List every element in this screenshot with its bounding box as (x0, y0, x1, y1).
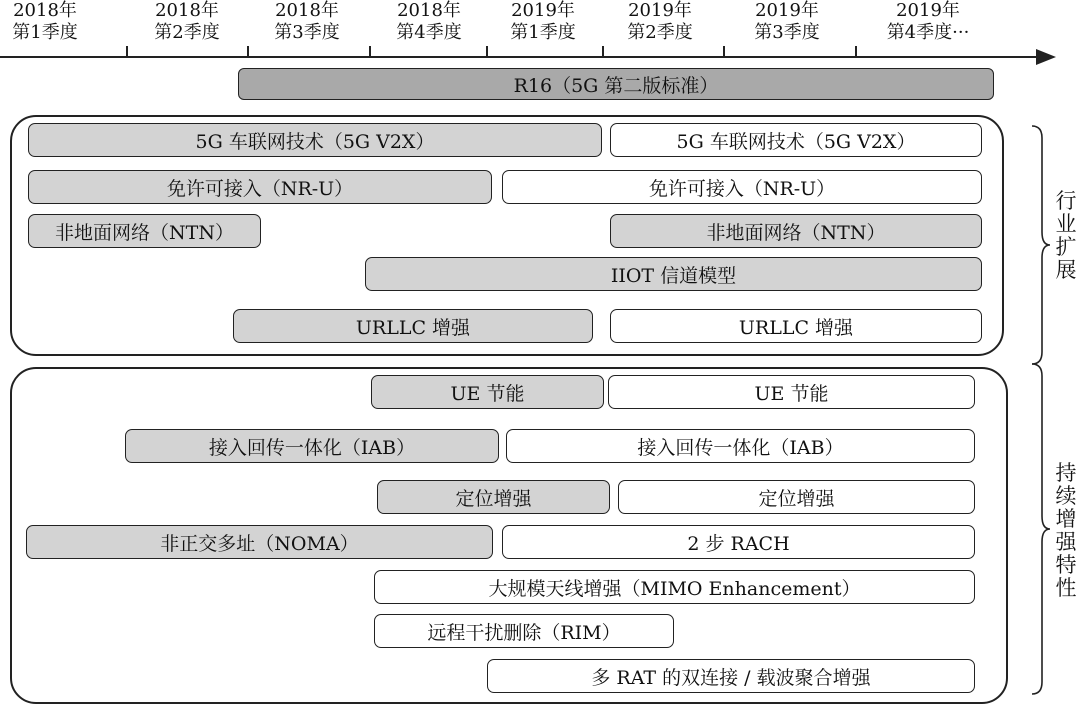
quarter-label: 2019年 第1季度 (510, 0, 576, 43)
urllc-phase2-bar: URLLC 增强 (610, 309, 982, 343)
rim-bar: 远程干扰删除（RIM） (374, 614, 674, 648)
quarter-label: 2019年 第2季度 (627, 0, 693, 43)
iab-phase1-bar: 接入回传一体化（IAB） (125, 429, 499, 463)
two-step-rach-bar: 2 步 RACH (502, 525, 975, 559)
axis-tick (855, 46, 857, 57)
quarter-label: 2018年 第2季度 (154, 0, 220, 43)
axis-tick (723, 46, 725, 57)
ntn-phase1-bar: 非地面网络（NTN） (28, 214, 261, 248)
industry-expansion-label: 行 业 扩 展 (1055, 189, 1077, 282)
iab-phase2-bar: 接入回传一体化（IAB） (506, 429, 975, 463)
continuous-enhancement-label: 持 续 增 强 特 性 (1055, 461, 1077, 600)
quarter-label: 2019年 第4季度··· (886, 0, 970, 43)
ntn-phase2-bar: 非地面网络（NTN） (610, 214, 982, 248)
positioning-phase2-bar: 定位增强 (618, 480, 975, 514)
iiot-bar: IIOT 信道模型 (365, 257, 982, 291)
axis-tick (486, 46, 488, 57)
arrow-right-icon (1036, 49, 1056, 65)
positioning-phase1-bar: 定位增强 (377, 480, 610, 514)
axis-tick (369, 46, 371, 57)
mimo-bar: 大规模天线增强（MIMO Enhancement） (374, 570, 975, 604)
enhancement-brace-icon (1028, 362, 1052, 696)
r16-bar: R16（5G 第二版标准） (238, 68, 994, 100)
axis-tick (247, 46, 249, 57)
ue-power-phase2-bar: UE 节能 (608, 375, 975, 409)
axis-tick (126, 46, 128, 57)
quarter-label: 2018年 第4季度 (396, 0, 462, 43)
nru-phase1-bar: 免许可接入（NR-U） (28, 170, 492, 204)
industry-brace-icon (1028, 124, 1052, 366)
axis-tick (602, 46, 604, 57)
nru-phase2-bar: 免许可接入（NR-U） (502, 170, 982, 204)
urllc-phase1-bar: URLLC 增强 (233, 309, 593, 343)
quarter-label: 2018年 第1季度 (12, 0, 78, 43)
noma-bar: 非正交多址（NOMA） (26, 525, 493, 559)
v2x-phase1-bar: 5G 车联网技术（5G V2X） (28, 123, 602, 157)
mr-dc-ca-bar: 多 RAT 的双连接 / 载波聚合增强 (487, 659, 975, 693)
ue-power-phase1-bar: UE 节能 (371, 375, 604, 409)
v2x-phase2-bar: 5G 车联网技术（5G V2X） (610, 123, 982, 157)
quarter-label: 2018年 第3季度 (274, 0, 340, 43)
timeline-axis (0, 56, 1040, 58)
quarter-label: 2019年 第3季度 (754, 0, 820, 43)
